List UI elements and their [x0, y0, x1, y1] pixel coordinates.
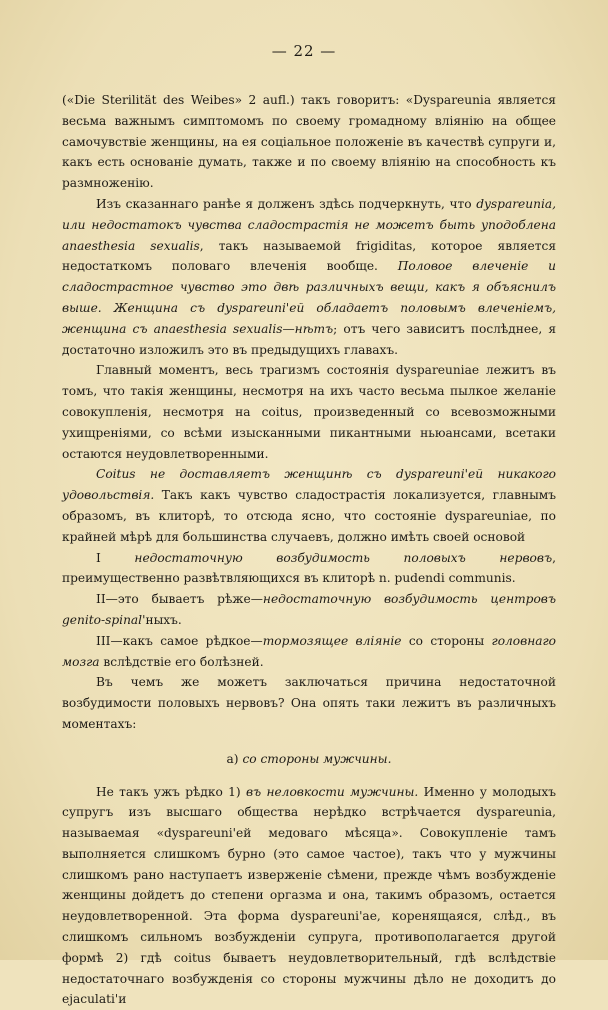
text-run: Такъ какъ чувство сладострастія локализуется, главнымъ образомъ, въ клиторѣ, то отсюда ясно, что состояніе dyspareuniae, по крайней мѣрѣ для большинства случаевъ, должно имѣть своей основой [62, 488, 556, 544]
paragraph [62, 589, 556, 631]
paragraph [62, 782, 556, 1010]
italic-text: въ неловкости мужчины. [246, 785, 418, 799]
italic-text: со стороны мужчины. [242, 752, 391, 766]
text-run: Въ чемъ же можетъ заключаться причина недостаточной возбудимости половыхъ нервовъ? Она опять таки лежитъ въ различныхъ моментахъ: [62, 675, 556, 731]
text-run: («Die Sterilität des Weibes» 2 aufl.) такъ говоритъ: «Dyspareunia является весьма важнымъ симптомомъ по своему громадному вліянію на общее самочувствіе женщины, на ея соціальное положеніе въ качествѣ супруги и, какъ есть основаніе думать, также и по своему вліянію на способность къ размноженію. [62, 93, 556, 190]
text-run: Главный моментъ, весь трагизмъ состоянія dyspareuniae лежитъ въ томъ, что такія женщины, несмотря на ихъ часто весьма пылкое желаніе совокупленія, несмотря на coitus, произведенный со всевозможными ухищреніями, со всѣми изысканными пикантными ньюансами, всетаки остаются неудовлетворенными. [62, 363, 556, 460]
text-run: a) [227, 752, 243, 766]
paragraph [62, 194, 556, 360]
text-run: , преимущественно развѣтвляющихся въ клиторѣ n. pudendi communis. [62, 551, 556, 586]
paragraph [62, 672, 556, 734]
italic-text: Половое влеченіе и сладострастное чувство это двѣ различныхъ вещи, какъ я объяснилъ выше. Женщина съ dyspareuni'ей обладаетъ половымъ влеченіемъ, женщина съ anaesthesia sexualis—нѣтъ [62, 259, 556, 335]
text-run: II—это бываетъ рѣже— [96, 592, 263, 606]
italic-text: тормозящее вліяніе [263, 634, 402, 648]
italic-text: недостаточную возбудимость половыхъ нервовъ [134, 551, 552, 565]
page-number: — 22 — [0, 42, 608, 60]
paragraph [62, 631, 556, 673]
italic-text: головнаго мозга [62, 634, 556, 669]
text-run: со стороны [401, 634, 491, 648]
italic-text: недостаточную возбудимость центровъ genito-spinal [62, 592, 556, 627]
text-run: ; отъ чего зависитъ послѣднее, я достаточно изложилъ это въ предыдущихъ главахъ. [62, 322, 556, 357]
text-run: III—какъ самое рѣдкое— [96, 634, 263, 648]
paragraph [62, 548, 556, 590]
text-run: Не такъ ужъ рѣдко 1) [96, 785, 246, 799]
text-run: Именно у молодыхъ супругъ изъ высшаго общества нерѣдко встрѣчается dyspareunia, называемая «dyspareuni'ей медоваго мѣсяца». Совокупленіе тамъ выполняется слишкомъ бурно (это самое частое), такъ что у мужчины слишкомъ рано наступаетъ изверженіе сѣмени, прежде чѣмъ возбужденіе женщины дойдетъ до степени оргазма и она, такимъ образомъ, остается неудовлетворенной. Эта форма dyspareuni'ae, коренящаяся, слѣд., въ слишкомъ сильномъ возбужденіи супруга, противополагается другой формѣ 2) гдѣ coitus бываетъ неудовлетворительный, гдѣ вслѣдствіе недостаточнаго возбужденія со стороны мужчины дѣло не доходитъ до ejaculati'и [62, 785, 556, 1007]
page-body-text [62, 90, 556, 1010]
italic-text: dyspareunia, или недостатокъ чувства сладострастія не можетъ быть уподоблена anaesthesia sexualis [62, 197, 556, 253]
paragraph [62, 360, 556, 464]
text-run: вслѣдствіе его болѣзней. [100, 655, 264, 669]
text-run: , такъ называемой frigiditas, которое является недостаткомъ половаго влеченія вообще. [62, 239, 556, 274]
italic-text: Coitus не доставляетъ женщинѣ съ dyspareuni'ей никакого удовольствія. [62, 467, 556, 502]
paragraph [62, 749, 556, 770]
text-run: 'ныхъ. [142, 613, 182, 627]
text-run: I [96, 551, 134, 565]
text-run: Изъ сказаннаго ранѣе я долженъ здѣсь подчеркнуть, что [96, 197, 476, 211]
paragraph [62, 90, 556, 194]
paragraph [62, 464, 556, 547]
